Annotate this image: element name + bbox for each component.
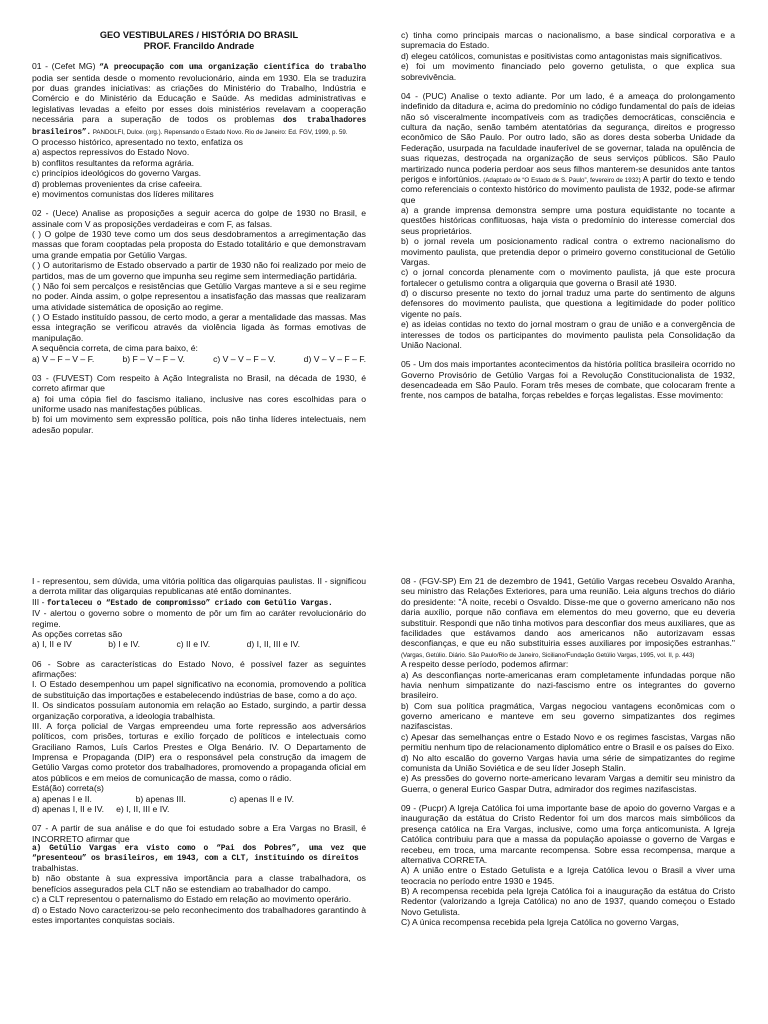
q05-option-b: b) I e IV. bbox=[108, 639, 141, 650]
q08-option-e: e) As pressões do governo norte-americano levaram Vargas a demitir seu ministro da Guerra, o general Eurico Gaspar Dutra, admirador dos regimes nazifascistas. bbox=[401, 773, 735, 794]
q09-option-c: C) A única recompensa recebida pela Igreja Católica no governo Vargas, bbox=[401, 917, 679, 928]
q08-option-d: d) No alto escalão do governo Vargas havia uma série de simpatizantes do regime comunista da União Soviética e de seu líder Joseph Stalin. bbox=[401, 752, 735, 773]
q08-option-c: c) Apesar das semelhanças entre o Estado Novo e os regimes fascistas, Vargas não permitiu nenhum tipo de relacionamento diplomático entre o Brasil e os países do Eixo. bbox=[401, 731, 735, 753]
q04-option-a: a) a grande imprensa demonstra sempre uma postura equidistante no tocante a questões históricas conflituosas, haja vista o predomínio do interesse comercial dos seus proprietários. bbox=[401, 205, 735, 236]
q02-option-c: c) V – V – F – V. bbox=[213, 353, 276, 364]
q07-option-b: b) não obstante à sua expressiva importância para a classe trabalhadora, os benefícios assegurados pela CLT não se estendiam ao trabalhador do campo. bbox=[32, 873, 366, 894]
q01-option-e: e) movimentos comunistas dos líderes militares bbox=[32, 188, 214, 199]
top-left-column bbox=[32, 30, 366, 435]
q05-item-iii bbox=[32, 597, 366, 608]
q05-items-i-ii: I - representou, sem dúvida, uma vitória política das oligarquias paulistas. II - significou a derrota militar das oligarquias republicanas até então dominantes. bbox=[32, 576, 366, 597]
q07-intro: 07 - A partir de sua análise e do que foi estudado sobre a Era Vargas no Brasil, é INCORRETO afirmar que bbox=[32, 823, 366, 844]
q06-intro: 06 - Sobre as características do Estado Novo, é possível fazer as seguintes afirmações: bbox=[32, 658, 366, 680]
spacer bbox=[401, 82, 735, 91]
question-04 bbox=[401, 91, 735, 205]
q06-option-a: a) apenas I e II. bbox=[32, 793, 92, 804]
q02-option-d: d) V – V – F – F. bbox=[303, 353, 366, 364]
q03-option-a: a) foi uma cópia fiel do fascismo italiano, inclusive nas cores escolhidas para o uniforme usado nas manifestações públicas. bbox=[32, 393, 366, 415]
q08-source: (Vargas, Getúlio. Diário. São Paulo/Rio de Janeiro, Siciliano/Fundação Getúlio Vargas, 1995, vol. II, p. 443) bbox=[401, 651, 695, 659]
q04-option-c: c) o jornal concorda plenamente com o movimento paulista, já que este procura fortalecer o getulismo contra a oligarquia que governa o Brasil até 1930. bbox=[401, 267, 735, 288]
q05-iii-prefix: III - bbox=[32, 596, 47, 607]
q02-item-1: ( ) O golpe de 1930 teve como um dos seus desdobramentos a arregimentação das massas que foram cooptadas pela proposta do Estado totalitário e que demonstravam uma grande empatia por Getúlio Vargas. bbox=[32, 229, 366, 260]
q07-option-c: c) a CLT representou o paternalismo do Estado em relação ao movimento operário. bbox=[32, 894, 351, 905]
q05-label: As opções corretas são bbox=[32, 628, 123, 639]
q04-source: (Adaptado de “O Estado de S. Paulo”, fevereiro de 1932) bbox=[481, 176, 641, 184]
page-bottom bbox=[0, 568, 768, 1024]
q07-option-d: d) o Estado Novo caracterizou-se pelo reconhecimento dos trabalhadores garantindo à estes importantes conquistas sociais. bbox=[32, 904, 366, 925]
q01-quote: “A preocupação com uma organização científica do trabalho bbox=[99, 63, 366, 73]
q09-intro: 09 - (Pucpr) A Igreja Católica foi uma importante base de apoio do governo Vargas e a inauguração da estátua do Cristo Redentor foi um dos marcos mais simbólicos da presença católica na Era Vargas, inclusive, como uma força anticomunista. A Igreja Católica contribuiu para que a massa da população apoiasse o governo de Vargas e recebeu, em troca, uma marcante recompensa. Sobre essa recompensa, marque a alternativa CORRETA. bbox=[401, 803, 735, 865]
q05-option-d: d) I, II, III e IV. bbox=[246, 639, 300, 650]
header-title: GEO VESTIBULARES / HISTÓRIA DO BRASIL bbox=[99, 30, 299, 40]
q01-body: podia ser sentida desde o momento revolucionário, ainda em 1930. Ela se traduzira por duas grandes iniciativas: as criações do Ministério do Trabalho, Indústria e Comércio e do Ministério da Educação e Saúde. As medidas administrativas e legislativas levadas a efeito por esses dois ministérios revelavam a cooperação necessária para a superação de todos os problemas bbox=[32, 72, 366, 125]
q01-option-c: c) princípios ideológicos do governo Vargas. bbox=[32, 168, 202, 179]
q04-option-d: d) o discurso presente no texto do jornal traduz uma parte do sentimento de alguns defensores do movimento paulista, que questiona a legitimidade do poder político vigente no país. bbox=[401, 288, 735, 319]
q03-option-b: b) foi um movimento sem expressão política, pois não tinha líderes intelectuais, nem adesão popular. bbox=[32, 414, 366, 435]
bottom-left-column bbox=[32, 576, 366, 925]
spacer bbox=[32, 814, 366, 823]
q01-option-d: d) problemas provenientes da crise cafeeira. bbox=[32, 178, 203, 189]
q02-option-a: a) V – F – V – F. bbox=[32, 353, 95, 364]
q01-option-a: a) aspectos repressivos do Estado Novo. bbox=[32, 147, 190, 158]
q02-item-2: ( ) O autoritarismo de Estado observado a partir de 1930 não foi realizado por meio de partidos, mas de um governo que impunha seu regime sem intermediação partidária. bbox=[32, 260, 366, 281]
spacer bbox=[401, 350, 735, 359]
q02-options bbox=[32, 354, 366, 364]
question-01 bbox=[32, 61, 366, 137]
page-gap bbox=[0, 512, 768, 568]
q08-option-a: a) As desconfianças norte-americanas eram completamente infundadas porque não havia nenhum simpatizante do nazi-fascismo entre os integrantes do governo brasileiro. bbox=[401, 669, 735, 701]
q06-option-d: d) apenas I, II e IV. bbox=[32, 803, 105, 814]
q03-option-e: e) foi um movimento financiado pelo governo getulista, o que explica sua sobrevivência. bbox=[401, 61, 735, 82]
q05-item-iv: IV - alertou o governo sobre o momento de pôr um fim ao caráter revolucionário do regime. bbox=[32, 608, 366, 629]
q05-iii-text: fortaleceu o “Estado de compromisso” criado com Getúlio Vargas. bbox=[46, 598, 333, 608]
q03-option-c: c) tinha como principais marcas o nacionalismo, a base sindical corporativa e a supremacia do Estado. bbox=[401, 30, 735, 51]
q03-option-d: d) elegeu católicos, comunistas e positivistas como antagonistas mais significativos. bbox=[401, 50, 723, 61]
q06-item-iii-iv: III. A força policial de Vargas empreendeu uma forte repressão aos adversários políticos, com prisões, torturas e exílio forçado de políticos e intelectuais como Graciliano Ramos, Luís Carlos Prestes e Olga Benário. IV. O Departamento de Imprensa e Propaganda (DIP) era o responsável pela construção da imagem de Getúlio Vargas como protetor dos trabalhadores, promovendo a propaganda oficial em atos públicos e em meios de comunicação de massa, como o rádio. bbox=[32, 720, 366, 783]
q01-prefix: 01 - (Cefet MG) bbox=[32, 61, 100, 72]
q08-option-b: b) Com sua política pragmática, Vargas negociou vantagens econômicas com o governo americano e manteve em seu governo simpatizantes dos regimes nazifascistas. bbox=[401, 700, 735, 732]
q08-question: A respeito desse período, podemos afirmar: bbox=[401, 659, 569, 670]
q03-intro: 03 - (FUVEST) Com respeito à Ação Integralista no Brasil, na década de 1930, é correto afirmar que bbox=[32, 372, 366, 394]
q02-intro: 02 - (Uece) Analise as proposições a seguir acerca do golpe de 1930 no Brasil, e assinale com V as proposições verdadeiras e com F, as falsas. bbox=[32, 208, 366, 229]
q02-item-3: ( ) Não foi sem percalços e resistências que Getúlio Vargas manteve a si e seu regime no poder. Ainda assim, o golpe representou a insatisfação das massas que realizaram uma atividade sistemática de oposição ao regime. bbox=[32, 280, 366, 312]
q04-intro: 04 - (PUC) Analise o texto adiante. Por um lado, é a ameaça do prolongamento indefinido da ditadura e, acima do predomínio no código fundamental do país de ideias não só visceralmente incompatíveis com as tradições democráticas, consciência e cultura da nação, senão também atentatórias da segurança, direitos e progresso econômico de São Paulo. Por outro lado, são as dores desta soberba Unidade da Federação, usurpada na faculdade inauferível de se governar, talada na opulência de suas riquezas, destroçada na organização de seus serviços públicos. São Paulo martirizado nunca poderia perdoar aos seus filhos manterem-se desunidos ante tantos perigos e infortúnios. bbox=[401, 90, 735, 184]
q04-option-b: b) o jornal revela um posicionamento radical contra o extremo nacionalismo do movimento paulista, que pretendia depor o primeiro governo constitucional de Getúlio Vargas. bbox=[401, 236, 735, 267]
q05-option-c: c) II e IV. bbox=[176, 639, 211, 650]
question-08 bbox=[401, 576, 735, 659]
q04-option-e: e) as ideias contidas no texto do jornal mostram o grau de união e a convergência de interesses de todos os participantes do movimento paulista pela Consolidação da União Nacional. bbox=[401, 319, 735, 350]
q06-options-row2 bbox=[32, 804, 366, 814]
spacer bbox=[32, 364, 366, 373]
q07-option-a-end: trabalhistas. bbox=[32, 863, 79, 874]
q05-option-a: a) I, II e IV bbox=[32, 639, 72, 650]
q01-quote-end: dos trabalhadores brasileiros”. bbox=[32, 116, 366, 137]
q01-option-b: b) conflitos resultantes da reforma agrária. bbox=[32, 157, 195, 168]
q06-options-row1 bbox=[32, 794, 294, 804]
q04-question: A partir do texto e tendo como referenciais o contexto histórico do movimento paulista de 1932, pode-se afirmar que bbox=[401, 173, 735, 205]
q05-options bbox=[32, 639, 300, 649]
q02-item-4: ( ) O Estado instituído passou, de certo modo, a gerar a mentalidade das massas. Mas essa integração se verificou através da violência ligada às formas emotivas de manipulação. bbox=[32, 312, 366, 343]
bottom-right-column bbox=[401, 576, 735, 928]
q02-sequence-label: A sequência correta, de cima para baixo, é: bbox=[32, 343, 198, 354]
q07-option-a: a) Getúlio Vargas era visto como o “Pai dos Pobres”, uma vez que “presenteou” os brasileiros, em 1943, com a CLT, instituindo os direitos bbox=[32, 844, 366, 863]
q05-intro: 05 - Um dos mais importantes acontecimentos da história política brasileira ocorrido no Governo Provisório de Getúlio Vargas foi a Revolução Constitucionalista de 1932, desencadeada em São Paulo. Foram três meses de combate, que colocaram frente a frente, nos campos de batalha, forças rebeldes e forças legalistas. Esse movimento: bbox=[401, 359, 735, 401]
spacer bbox=[32, 52, 366, 61]
q09-option-b: B) A recompensa recebida pela Igreja Católica foi a inauguração da estátua do Cristo Redentor (valorizando a Igreja Católica) no ano de 1937, quando começou o Estado Novo Getulista. bbox=[401, 886, 735, 917]
q06-option-e: e) I, II, III e IV. bbox=[116, 803, 170, 814]
q09-option-a: A) A união entre o Estado Getulista e a Igreja Católica levou o Brasil a viver uma teocracia no período entre 1930 e 1945. bbox=[401, 865, 735, 886]
q02-option-b: b) F – V – F – V. bbox=[122, 353, 185, 364]
spacer bbox=[32, 199, 366, 208]
q06-item-i: I. O Estado desempenhou um papel significativo na economia, promovendo a política de substituição das importações e estabelecendo indústrias de base, como a do aço. bbox=[32, 679, 366, 700]
q01-source: PANDOLFI, Dulce. (org.). Repensando o Estado Novo. Rio de Janeiro: Ed. FGV, 1999, p. 59. bbox=[90, 128, 348, 136]
q06-item-ii: II. Os sindicatos possuíam autonomia em relação ao Estado, surgindo, a partir dessa organização corporativa, a ideologia trabalhista. bbox=[32, 700, 366, 721]
spacer bbox=[32, 650, 366, 659]
q06-label: Está(ão) correta(s) bbox=[32, 783, 104, 794]
top-right-column bbox=[401, 30, 735, 401]
header-professor: PROF. Francildo Andrade bbox=[143, 41, 255, 52]
q08-intro: 08 - (FGV-SP) Em 21 de dezembro de 1941, Getúlio Vargas recebeu Osvaldo Aranha, seu ministro das Relações Exteriores, para uma reunião. Leia alguns trechos do diário do presidente: "À noite, recebi o Osvaldo. Disse-me que o governo americano não nos daria auxílio, porque não confiava em elementos do meu governo, que eu deveria substituir. Respondi que não tinha motivos para desconfiar dos meus auxiliares, que as facilidades que estávamos dando aos americanos não autorizavam essas desconfianças, e que eu não substituiria esses auxiliares por imposições estranhas." bbox=[401, 576, 735, 649]
spacer bbox=[401, 794, 735, 803]
q01-question: O processo histórico, apresentado no texto, enfatiza os bbox=[32, 137, 243, 148]
q06-option-c: c) apenas II e IV. bbox=[229, 793, 294, 804]
q06-option-b: b) apenas III. bbox=[135, 793, 186, 804]
